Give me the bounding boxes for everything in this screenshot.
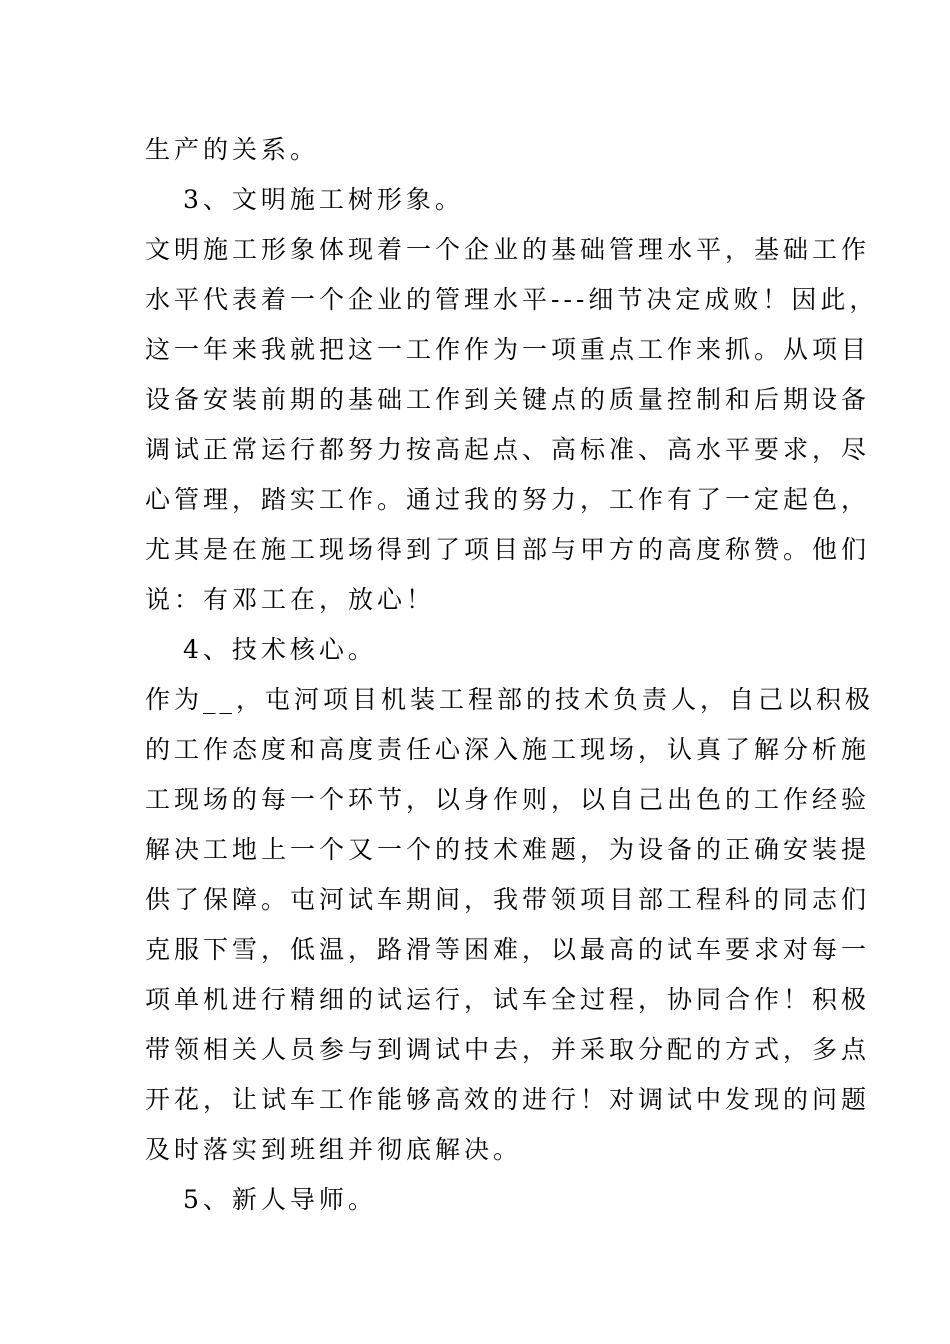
paragraph-line: 生产的关系。 [145,135,320,164]
paragraph-line: 尤其是在施工现场得到了项目部与甲方的高度称赞。他们 [145,535,871,564]
section-heading-4: 4、技术核心。 [183,635,377,664]
paragraph-line: 的工作态度和高度责任心深入施工现场，认真了解分析施 [145,735,871,764]
paragraph-line: 水平代表着一个企业的管理水平---细节决定成败！因此， [145,285,879,314]
paragraph-line: 作为__，屯河项目机装工程部的技术负责人，自己以积极 [145,685,875,714]
paragraph-line: 解决工地上一个又一个的技术难题，为设备的正确安装提 [145,835,871,864]
paragraph-line: 项单机进行精细的试运行，试车全过程，协同合作！积极 [145,985,871,1014]
paragraph-line: 克服下雪，低温，路滑等困难，以最高的试车要求对每一 [145,935,871,964]
paragraph-line: 带领相关人员参与到调试中去，并采取分配的方式，多点 [145,1035,871,1064]
paragraph-line: 设备安装前期的基础工作到关键点的质量控制和后期设备 [145,385,871,414]
paragraph-line: 心管理，踏实工作。通过我的努力，工作有了一定起色， [145,485,871,514]
section-heading-5: 5、新人导师。 [183,1185,377,1214]
paragraph-line: 工现场的每一个环节，以身作则，以自己出色的工作经验 [145,785,871,814]
section-heading-3: 3、文明施工树形象。 [183,185,464,214]
paragraph-line: 调试正常运行都努力按高起点、高标准、高水平要求，尽 [145,435,871,464]
paragraph-line: 这一年来我就把这一工作作为一项重点工作来抓。从项目 [145,335,871,364]
paragraph-line: 开花，让试车工作能够高效的进行！对调试中发现的问题 [145,1085,871,1114]
paragraph-line: 及时落实到班组并彻底解决。 [145,1135,523,1164]
paragraph-line: 供了保障。屯河试车期间，我带领项目部工程科的同志们 [145,885,871,914]
paragraph-line: 文明施工形象体现着一个企业的基础管理水平，基础工作 [145,235,871,264]
paragraph-line: 说：有邓工在，放心！ [145,585,436,614]
